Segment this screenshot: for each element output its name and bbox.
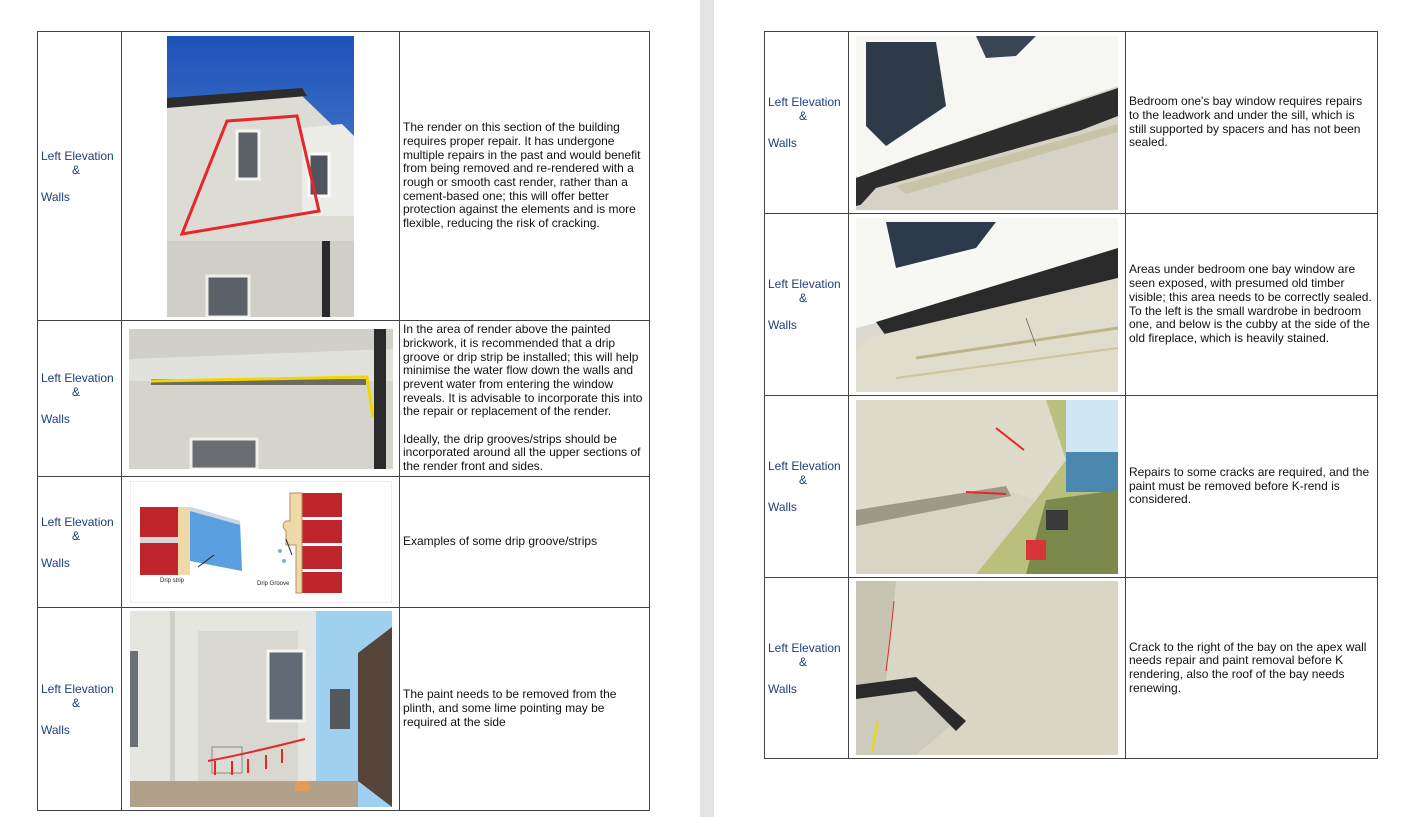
apex-wall-crack-photo [856,581,1118,755]
description-cell: Crack to the right of the bay on the apex wall needs repair and paint removal before K rendering, also the roof of the bay needs renewing. [1126,578,1378,759]
survey-table-right [764,31,1378,759]
left-page [0,0,700,817]
location-cell: Left Elevation & Walls [765,396,849,578]
drip-strip-label: Drip strip [159,578,184,584]
location-cell: Left Elevation & Walls [38,321,122,477]
photo-cell [122,477,400,608]
table-row [765,214,1378,396]
photo-cell [849,396,1126,578]
render-above-brickwork-photo [129,329,393,469]
location-cell: Left Elevation & Walls [765,32,849,214]
description-cell: The paint needs to be removed from the plinth, and some lime pointing may be required at the side [400,608,650,811]
table-row [38,608,650,811]
photo-cell [122,32,400,321]
description-cell: Examples of some drip groove/strips [400,477,650,608]
table-row [765,32,1378,214]
drip-groove-label: Drip Groove [256,581,289,587]
location-cell: Left Elevation & Walls [765,214,849,396]
table-row [38,321,650,477]
photo-cell [122,321,400,477]
table-row [38,477,650,608]
table-row [765,578,1378,759]
table-row [765,396,1378,578]
tall-rendered-bay-photo [167,36,354,317]
description-cell: Repairs to some cracks are required, and the paint must be removed before K-rend is considered. [1126,396,1378,578]
description-cell: Areas under bedroom one bay window are seen exposed, with presumed old timber visible; this area needs to be correctly sealed. To the left is the small wardrobe in bedroom one, and below is the cubby at the side of the old fireplace, which is heavily stained. [1126,214,1378,396]
survey-table-left [37,31,650,811]
wall-cracks-sea-view-photo [856,400,1118,574]
page-gutter [700,0,714,817]
location-cell: Left Elevation & Walls [38,608,122,811]
photo-cell [849,32,1126,214]
description-cell: The render on this section of the building requires proper repair. It has undergone multiple repairs in the past and would benefit from being removed and re-rendered with a rough or smooth cast render, rather than a cement-based one; this will offer better protection against the elements and is more flexible, reducing the risk of cracking. [400,32,650,321]
location-cell: Left Elevation & Walls [38,477,122,608]
description-cell: Bedroom one's bay window requires repairs to the leadwork and under the sill, which is still supported by spacers and has not been sealed. [1126,32,1378,214]
location-cell: Left Elevation & Walls [38,32,122,321]
table-row [38,32,650,321]
under-bay-window-photo [856,218,1118,392]
bay-window-sill-photo [856,36,1118,210]
photo-cell [122,608,400,811]
description-cell: In the area of render above the painted brickwork, it is recommended that a drip groove or drip strip be installed; this will help minimise the water flow down the walls and prevent water from entering the window reveals. It is advisable to incorporate this into the repair or replacement of the render. Ideally, the drip grooves/strips should be incorporated around all the upper sections of the render front and sides. [400,321,650,477]
photo-cell [849,214,1126,396]
location-cell: Left Elevation & Walls [765,578,849,759]
right-page [714,0,1411,817]
plinth-side-passage-photo [130,611,392,807]
drip-strip-diagram [130,481,392,603]
photo-cell [849,578,1126,759]
